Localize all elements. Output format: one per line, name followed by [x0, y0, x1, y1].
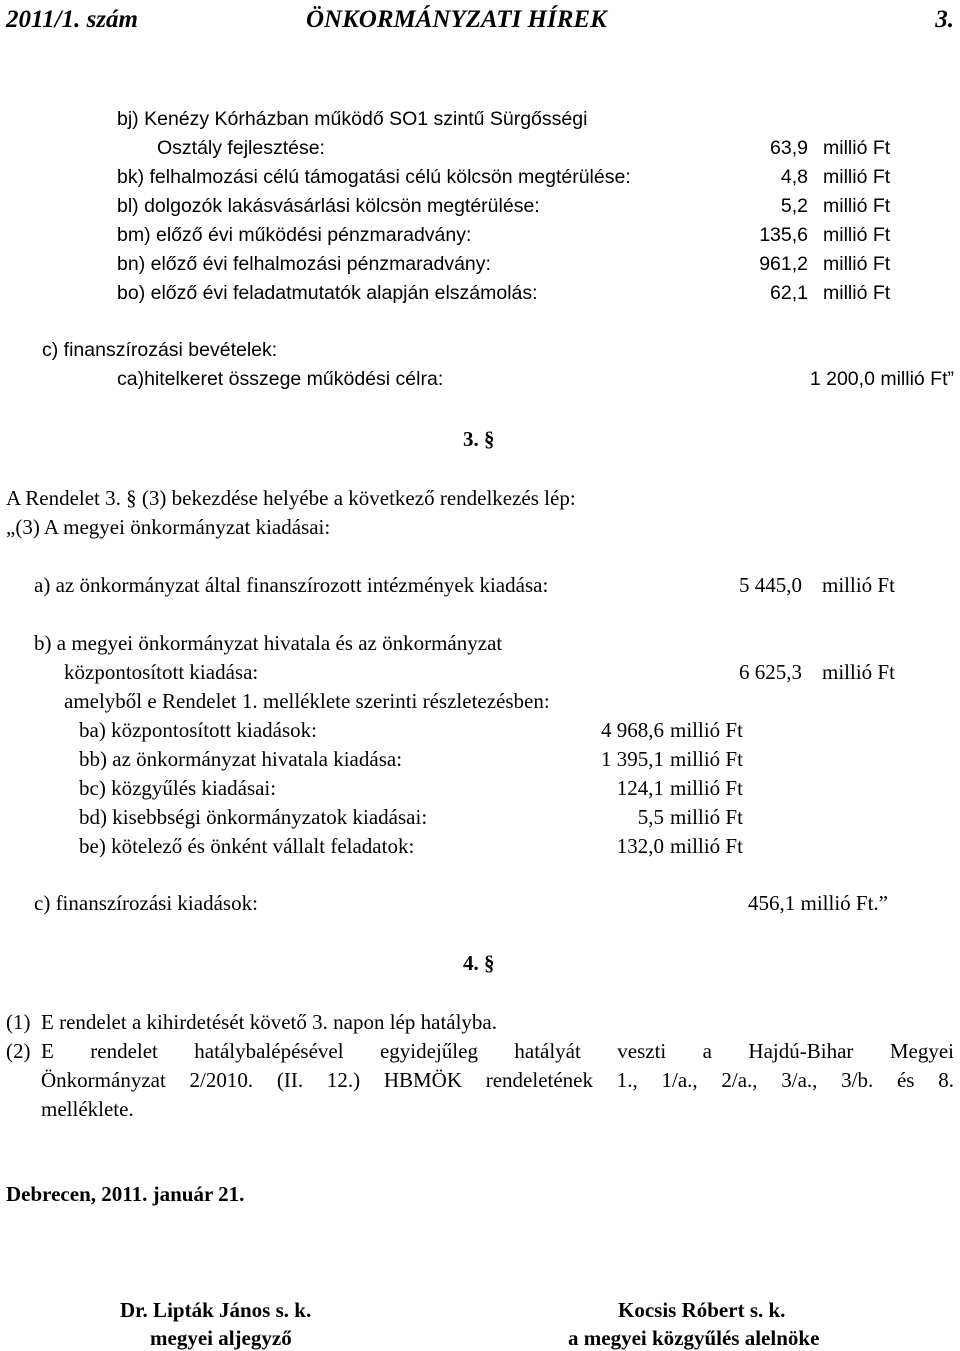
detail-bb-value: 1 395,1	[601, 747, 664, 771]
paragraph-1-number: (1)	[6, 1010, 31, 1034]
section-3-quote: „(3) A megyei önkormányzat kiadásai:	[6, 515, 331, 539]
expense-b-value: 6 625,3	[739, 660, 802, 684]
detail-be-value: 132,0	[616, 834, 664, 858]
justified-word: hatályát	[514, 1039, 581, 1063]
page-number: 3.	[935, 6, 954, 33]
item-bm-value: 135,6	[759, 224, 808, 246]
detail-be-label: be) kötelező és önként vállalt feladatok:	[79, 834, 415, 858]
signer-1-title: megyei aljegyző	[150, 1326, 292, 1350]
detail-bc-unit: millió Ft	[670, 776, 743, 800]
item-bo-label: bo) előző évi feladatmutatók alapján elszámolás:	[117, 282, 538, 304]
page-header	[6, 6, 954, 34]
signer-1-name: Dr. Lipták János s. k.	[120, 1298, 312, 1322]
place-date: Debrecen, 2011. január 21.	[6, 1182, 245, 1206]
item-ca-value: 1 200,0 millió Ft”	[809, 368, 954, 390]
detail-ba-label: ba) központosított kiadások:	[79, 718, 317, 742]
item-bo-unit: millió Ft	[823, 282, 891, 304]
justified-word: (II.	[276, 1068, 304, 1092]
justified-word: 1/a.,	[661, 1068, 698, 1092]
expense-b-unit: millió Ft	[822, 660, 895, 684]
section-4-heading: 4. §	[463, 951, 495, 975]
expense-a-unit: millió Ft	[822, 573, 895, 597]
item-bo-value: 62,1	[770, 282, 808, 304]
justified-word: hatálybalépésével	[194, 1039, 344, 1063]
detail-bc-label: bc) közgyűlés kiadásai:	[79, 776, 277, 800]
justified-word: veszti	[617, 1039, 667, 1063]
item-bk-label: bk) felhalmozási célú támogatási célú kölcsön megtérülése:	[117, 166, 631, 188]
paragraph-2-number: (2)	[6, 1039, 31, 1063]
detail-be-unit: millió Ft	[670, 834, 743, 858]
expense-c-label: c) finanszírozási kiadások:	[34, 891, 258, 915]
justified-word: 8.	[938, 1068, 954, 1092]
justified-word: 2/a.,	[721, 1068, 758, 1092]
item-bk-value: 4,8	[780, 166, 808, 188]
paragraph-2-line2	[41, 1070, 954, 1091]
justified-word: 2/2010.	[189, 1068, 254, 1092]
justified-word: Megyei	[889, 1039, 954, 1063]
item-ca-label: ca)hitelkeret összege működési célra:	[117, 368, 444, 390]
signer-2-title: a megyei közgyűlés alelnöke	[568, 1326, 820, 1350]
justified-word: és	[896, 1068, 915, 1092]
item-bn-label: bn) előző évi felhalmozási pénzmaradvány:	[117, 253, 491, 275]
detail-intro: amelyből e Rendelet 1. melléklete szerinti részletezésben:	[64, 689, 550, 713]
detail-ba-unit: millió Ft	[670, 718, 743, 742]
detail-bd-unit: millió Ft	[670, 805, 743, 829]
item-c-label: c) finanszírozási bevételek:	[42, 339, 278, 361]
justified-word: 12.)	[326, 1068, 361, 1092]
issue-number: 2011/1. szám	[6, 6, 138, 33]
justified-word: E	[41, 1039, 54, 1063]
item-bl-label: bl) dolgozók lakásvásárlási kölcsön megtérülése:	[117, 195, 540, 217]
item-bn-unit: millió Ft	[823, 253, 891, 275]
justified-word: Önkormányzat	[41, 1068, 166, 1092]
paragraph-1-text: E rendelet a kihirdetését követő 3. napon lép hatályba.	[41, 1010, 498, 1034]
paragraph-2-line1	[41, 1041, 954, 1062]
detail-bd-value: 5,5	[637, 805, 664, 829]
justified-word: rendelet	[90, 1039, 158, 1063]
detail-bb-unit: millió Ft	[670, 747, 743, 771]
signer-2-name: Kocsis Róbert s. k.	[618, 1298, 786, 1322]
justified-word: 1.,	[616, 1068, 638, 1092]
item-bl-unit: millió Ft	[823, 195, 891, 217]
justified-word: 3/b.	[841, 1068, 874, 1092]
justified-word: 3/a.,	[781, 1068, 818, 1092]
justified-word: Hajdú-Bihar	[748, 1039, 854, 1063]
expense-b-line2: központosított kiadása:	[64, 660, 259, 684]
detail-ba-value: 4 968,6	[601, 718, 664, 742]
item-bl-value: 5,2	[780, 195, 808, 217]
detail-bd-label: bd) kisebbségi önkormányzatok kiadásai:	[79, 805, 428, 829]
justified-word: a	[702, 1039, 712, 1063]
item-bj-line2: Osztály fejlesztése:	[157, 137, 325, 159]
item-bj-unit: millió Ft	[823, 137, 891, 159]
item-bn-value: 961,2	[759, 253, 808, 275]
justified-word: egyidejűleg	[379, 1039, 478, 1063]
item-bj-line1: bj) Kenézy Kórházban működő SO1 szintű Sürgősségi	[117, 108, 588, 130]
detail-bb-label: bb) az önkormányzat hivatala kiadása:	[79, 747, 403, 771]
detail-bc-value: 124,1	[616, 776, 664, 800]
section-3-intro: A Rendelet 3. § (3) bekezdése helyébe a következő rendelkezés lép:	[6, 486, 576, 510]
item-bk-unit: millió Ft	[823, 166, 891, 188]
expense-a-label: a) az önkormányzat által finanszírozott intézmények kiadása:	[34, 573, 549, 597]
item-bm-unit: millió Ft	[823, 224, 891, 246]
justified-word: HBMÖK	[383, 1068, 462, 1092]
section-3-heading: 3. §	[463, 427, 495, 451]
expense-a-value: 5 445,0	[739, 573, 802, 597]
paragraph-2-line3: melléklete.	[41, 1097, 134, 1121]
expense-b-line1: b) a megyei önkormányzat hivatala és az önkormányzat	[34, 631, 503, 655]
justified-word: rendeletének	[485, 1068, 594, 1092]
item-bm-label: bm) előző évi működési pénzmaradvány:	[117, 224, 472, 246]
item-bj-value: 63,9	[770, 137, 808, 159]
expense-c-value: 456,1 millió Ft.”	[748, 891, 889, 915]
newsletter-title: ÖNKORMÁNYZATI HÍREK	[306, 6, 607, 33]
